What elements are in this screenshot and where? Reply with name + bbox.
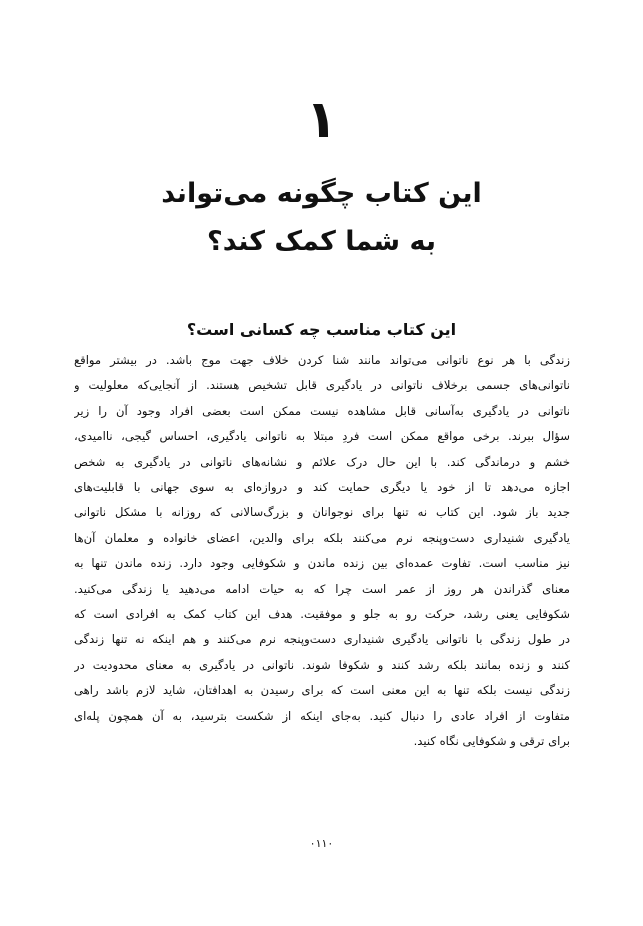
paragraph-line: اجازه می‌دهد تا از خود یا دیگری حمایت کند و دروازه‌ای به سوی جهانی با قابلیت‌های bbox=[74, 480, 570, 495]
paragraph-line: متفاوت از افراد عادی را دنبال کنید. به‌جای اینکه از شکست بترسید، به آن همچون پله‌ای bbox=[74, 708, 570, 723]
paragraph-line: کنند و زنده بمانند بلکه رشد کنند و شکوفا شوند. ناتوانی در یادگیری به معنای محدودیت در bbox=[74, 657, 570, 672]
paragraph-line: در طول زندگی با ناتوانی یادگیری شنیداری دست‌وپنجه نرم می‌کنند و هم اینکه نه تنها زندگی bbox=[74, 632, 570, 647]
paragraph-line: نیز مناسب است. تفاوت عمده‌ای بین زنده ماندن و شکوفایی وجود دارد. زنده ماندن تنها به bbox=[74, 556, 570, 571]
chapter-number: ۱ bbox=[305, 90, 338, 150]
chapter-title bbox=[60, 170, 583, 266]
paragraph-line: برای ترقی و شکوفایی نگاه کنید. bbox=[413, 734, 570, 749]
page-number: ۰۱۱۰ bbox=[309, 837, 334, 850]
paragraph-line: جدید باز شود. این کتاب نه تنها برای نوجوانان و بزرگ‌سالانی که روزانه با مشکل ناتوانی bbox=[74, 505, 570, 520]
paragraph-line: خشم و درماندگی کند. با این حال درک علائم و نشانه‌های ناتوانی در یادگیری به شخص bbox=[74, 454, 570, 469]
section-heading: این کتاب مناسب چه کسانی است؟ bbox=[186, 320, 457, 339]
paragraph-line: معنای گذراندن هر روز از عمر است چرا که به حیات ادامه می‌دهید یا زندگی می‌کنید. bbox=[74, 581, 570, 596]
paragraph-line: ناتوانی در یادگیری به‌آسانی قابل مشاهده نیست ممکن است بعضی افراد وجود آن را زیر bbox=[74, 403, 570, 418]
paragraph-line: یادگیری شنیداری دست‌وپنجه نرم می‌کنند بلکه برای والدین، اعضای خانواده و معلمان آن‌ها bbox=[74, 530, 570, 545]
paragraph-line: ناتوانی‌های جسمی برخلاف ناتوانی در یادگیری قابل تشخیص هستند. از آنجایی‌که معلولیت و bbox=[74, 378, 570, 393]
chapter-title-line-1: این کتاب چگونه می‌تواند bbox=[161, 178, 482, 209]
paragraph-line: شکوفایی یعنی رشد، حرکت رو به جلو و موفقیت. هدف این کتاب کمک به افرادی است که bbox=[74, 607, 570, 622]
paragraph-line: زندگی نیست بلکه تنها به این معنی است که برای رسیدن به اهدافتان، شاید لازم باشد راهی bbox=[74, 683, 570, 698]
chapter-title-line-2: به شما کمک کند؟ bbox=[207, 226, 436, 257]
paragraph-line: سؤال ببرند. برخی مواقع ممکن است فردِ مبتلا به ناتوانی یادگیری، احساس گیجی، ناامیدی، bbox=[74, 429, 570, 444]
body-paragraph bbox=[74, 348, 570, 755]
paragraph-line: زندگی با هر نوع ناتوانی می‌تواند مانند شنا کردن خلاف جهت موج باشد. در بیشتر مواقع bbox=[74, 353, 570, 367]
